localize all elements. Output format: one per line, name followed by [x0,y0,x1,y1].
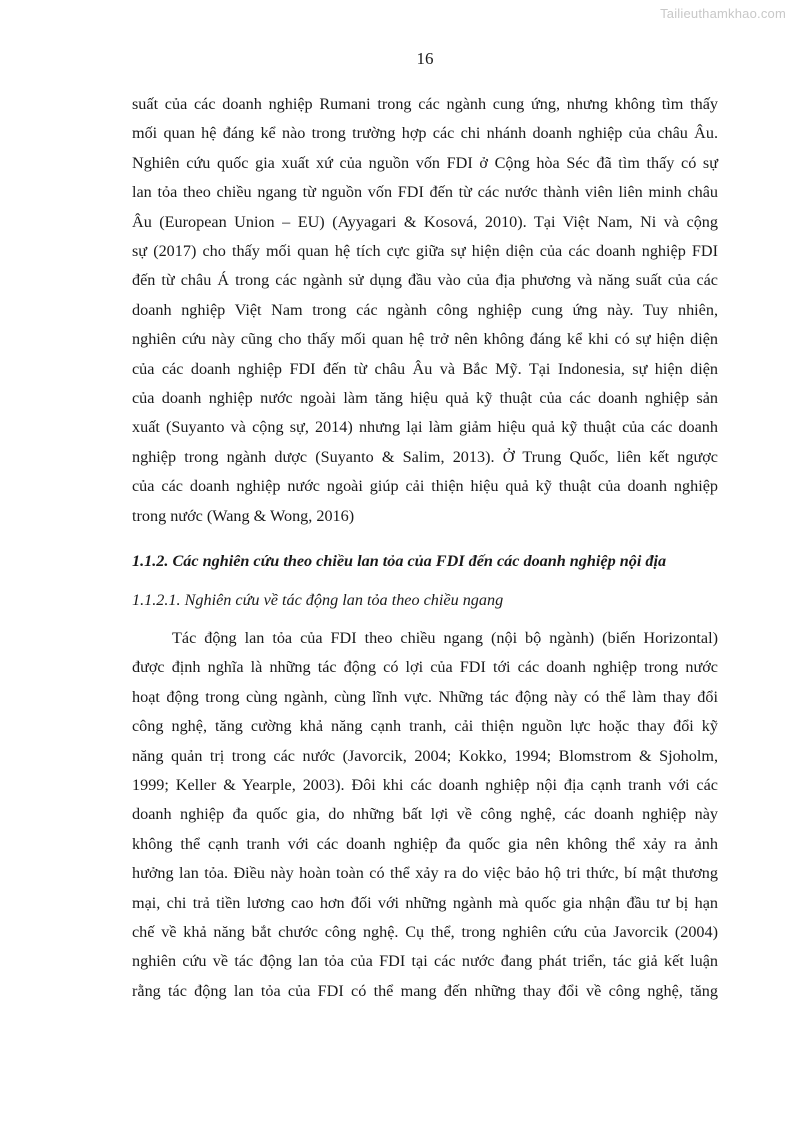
text-line: 1999; Keller & Yearple, 2003). Đôi khi các doanh nghiệp nội địa cạnh tranh với các [132,776,718,795]
text-line: không thể cạnh tranh với các doanh nghiệp đa quốc gia nên không thể xảy ra ảnh [132,834,718,853]
text-line: trong nước (Wang & Wong, 2016) [132,506,355,525]
text-line: của các doanh nghiệp nước ngoài giúp cải thiện hiệu quả kỹ thuật của doanh nghiệp [132,477,718,496]
paragraph-continuation [132,90,718,531]
text-line: mại, chi trả tiền lương cao hơn đối với những ngành mà quốc gia nhận đầu tư bị hạn [132,893,718,912]
section-heading-1-1-2 [132,547,718,576]
text-line: mối quan hệ đáng kể nào trong trường hợp các chi nhánh doanh nghiệp của châu Âu. [132,124,718,143]
text-line: Âu (European Union – EU) (Ayyagari & Kosová, 2010). Tại Việt Nam, Ni và cộng [132,212,718,231]
section-heading-1-1-2-1 [132,586,718,615]
watermark: Tailieuthamkhao.com [660,6,786,21]
text-line: Nghiên cứu quốc gia xuất xứ của nguồn vốn FDI ở Cộng hòa Séc đã tìm thấy có sự [132,153,718,172]
subsection-heading: 1.1.2.1. Nghiên cứu về tác động lan tỏa theo chiều ngang [132,591,504,609]
text-line: của doanh nghiệp nước ngoài làm tăng hiệu quả kỹ thuật của các doanh nghiệp sản [132,389,718,408]
text-line: công nghệ, tăng cường khả năng cạnh tranh, cải thiện nguồn lực hoặc thay đổi kỹ [132,717,718,736]
text-line: Tác động lan tỏa của FDI theo chiều ngang (nội bộ ngành) (biến Horizontal) [172,629,718,647]
text-line: năng quản trị trong các nước (Javorcik, 2004; Kokko, 1994; Blomstrom & Sjoholm, [132,746,718,765]
text-line: sự (2017) cho thấy mối quan hệ tích cực giữa sự hiện diện của các doanh nghiệp FDI [132,242,718,261]
text-line: rằng tác động lan tỏa của FDI có thể mang đến những thay đổi về công nghệ, tăng [132,981,718,1000]
text-line: của các doanh nghiệp FDI đến từ châu Âu và Bắc Mỹ. Tại Indonesia, sự hiện diện [132,359,718,378]
text-line: hưởng lan tỏa. Điều này hoàn toàn có thể xảy ra do việc bảo hộ tri thức, bí mật thương [132,864,718,883]
text-line: chế về khả năng bắt chước công nghệ. Cụ thể, trong nghiên cứu của Javorcik (2004) [132,923,718,942]
text-line: hoạt động trong cùng ngành, cùng lĩnh vực. Những tác động này có thể làm thay đổi [132,687,718,706]
text-line: đến từ châu Á trong các ngành sử dụng đầu vào của địa phương và năng suất của các [132,271,718,290]
text-line: nghiệp trong ngành dược (Suyanto & Salim, 2013). Ở Trung Quốc, liên kết ngược [132,447,718,466]
text-line: suất của các doanh nghiệp Rumani trong các ngành cung ứng, nhưng không tìm thấy [132,95,718,113]
section-heading: 1.1.2. Các nghiên cứu theo chiều lan tỏa của FDI đến các doanh nghiệp nội địa [132,552,667,570]
paragraph-horizontal-spillover [132,624,718,1006]
text-line: doanh nghiệp Việt Nam trong các ngành công nghiệp cung ứng này. Tuy nhiên, [132,300,718,319]
text-line: lan tỏa theo chiều ngang từ nguồn vốn FDI đến từ các nước thành viên liên minh châu [132,183,718,202]
text-line: được định nghĩa là những tác động có lợi của FDI tới các doanh nghiệp trong nước [132,658,718,677]
text-line: nghiên cứu về tác động lan tỏa của FDI tại các nước đang phát triển, tác giả kết luận [132,952,718,971]
page-number: 16 [416,49,434,68]
text-line: doanh nghiệp đa quốc gia, do những bất lợi về công nghệ, các doanh nghiệp này [132,805,718,824]
text-line: xuất (Suyanto và cộng sự, 2014) nhưng lại làm giảm hiệu quả kỹ thuật của các doanh [132,418,718,437]
text-line: nghiên cứu này cũng cho thấy mối quan hệ trở nên không đáng kể khi có sự hiện diện [132,330,718,349]
